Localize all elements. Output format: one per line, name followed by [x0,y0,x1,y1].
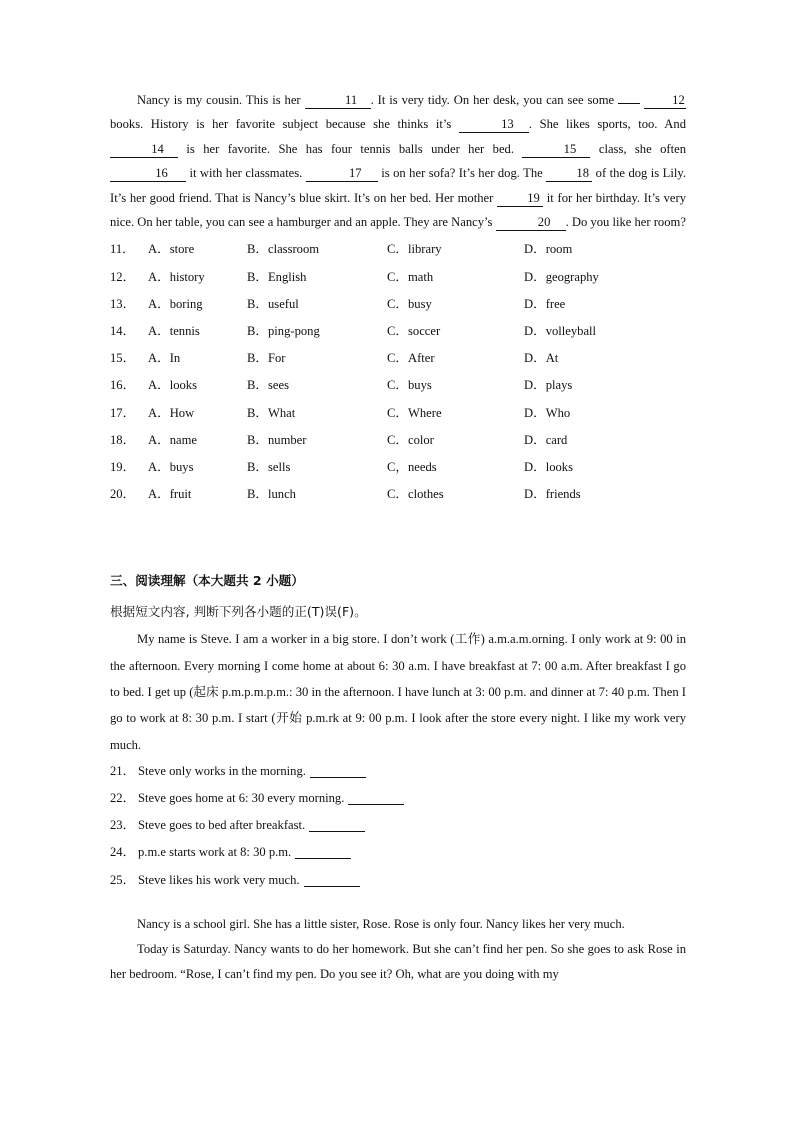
cloze-text: class, she often [598,141,686,156]
question-text: p.m.e starts work at 8: 30 p.m. [138,845,292,860]
option-row [110,264,686,291]
blank-12-lead [618,103,640,104]
question-text: Steve goes to bed after breakfast. [138,818,306,833]
option-c: C．After [387,351,435,366]
option-a: A．store [148,242,195,257]
option-d: D．At [524,351,559,366]
question-number: 21． [110,763,136,778]
blank-14: 14 [110,141,178,158]
question-number: 15． [110,351,136,366]
blank-15: 15 [522,141,590,158]
section-title: 三、阅读理解（本大题共 2 小题） [110,573,304,589]
answer-blank[interactable] [310,763,366,778]
question-number: 17． [110,405,136,420]
question-row [110,758,686,785]
cloze-text: it with her classmates. [189,166,303,181]
option-c: C．color [387,432,434,447]
reading-passage-1: My name is Steve. I am a worker in a big store. I don’t work (工作) a.m.a.m.orning. I only work at 9: 00 in the afternoon. Every morning I come home at about 6: 30 a.m. I have breakfast at 7: 00 a.m. After breakfast I go to bed. I get up (起床 p.m.p.m.p.m.: 30 in the afternoon. I have lunch at 3: 00 p.m. and dinner at 7: 40 p.m. Then I go to work at 8: 30 p.m. I start (开始 p.m.rk at 9: 00 p.m. I look after the store every night. I like my work very much. [110,632,686,752]
option-a: A．How [148,405,195,420]
question-number: 22． [110,790,136,805]
option-c: C．library [387,242,442,257]
cloze-text: it for her birthday. It’s very nice. On her table, you can see a hamburger and an apple. They are Nancy’s [110,190,687,230]
option-c: C．soccer [387,324,441,338]
cloze-text: of the dog is Lily. It’s her good friend. That is Nancy’s blue skirt. It’s on her bed. Her mother [110,166,686,205]
option-b: B．sells [247,459,291,474]
option-b: B．useful [247,296,299,311]
option-d: D．looks [524,459,573,474]
option-b: B．lunch [247,487,296,502]
option-row [110,400,686,427]
option-row [110,454,686,481]
option-b: B．For [247,351,286,366]
option-a: A．fruit [148,487,192,502]
true-false-questions [110,758,686,894]
option-d: D．volleyball [524,324,597,338]
option-c: C．math [387,269,434,284]
question-number: 24． [110,845,136,860]
reading-passage-2-line-2: Today is Saturday. Nancy wants to do her homework. But she can’t find her pen. So she goes to ask Rose in her bedroom. “Rose, I can’t find my pen. Do you see it? Oh, what are you doing with my [110,941,686,981]
option-row [110,236,686,263]
blank-16: 16 [110,165,186,182]
spacer [110,894,686,912]
option-d: D．card [524,432,568,447]
option-a: A．name [148,432,197,447]
option-a: A．tennis [148,324,200,338]
options-list [110,236,686,508]
question-number: 19． [110,459,136,474]
cloze-text: . She likes sports, too. And [528,117,686,132]
question-row [110,839,686,866]
option-c: C．busy [387,296,432,311]
option-b: B．ping-pong [247,324,320,338]
question-number: 11． [110,242,135,257]
section-instruction: 根据短文内容, 判断下列各小题的正(T)误(F)。 [110,604,367,620]
answer-blank[interactable] [309,817,365,832]
cloze-text: . It is very tidy. On her desk, you can see some [370,93,615,107]
question-row [110,785,686,812]
option-b: B．number [247,432,307,447]
blank-13: 13 [459,116,529,133]
question-number: 14． [110,324,136,338]
blank-18: 18 [546,165,592,182]
option-d: D．Who [524,405,571,420]
question-number: 18． [110,432,136,447]
option-d: D．plays [524,378,573,393]
option-c: C．buys [387,378,432,393]
cloze-text: Nancy is my cousin. This is her [137,93,301,107]
answer-blank[interactable] [295,844,351,859]
option-row [110,481,686,508]
blank-19: 19 [497,190,543,207]
option-a: A．looks [148,378,197,393]
blank-17: 17 [306,165,378,182]
question-text: Steve likes his work very much. [138,872,300,887]
option-d: D．free [524,296,566,311]
option-c: C，needs [387,459,437,474]
reading-passage-2-line-1: Nancy is a school girl. She has a little sister, Rose. Rose is only four. Nancy likes her very much. [137,916,625,931]
option-a: A．In [148,351,181,366]
option-row [110,318,686,345]
option-b: B．What [247,405,296,420]
option-c: C．Where [387,405,442,420]
blank-12: 12 [644,92,686,109]
answer-blank[interactable] [304,872,360,887]
option-b: B．classroom [247,242,320,257]
question-text: Steve goes home at 6: 30 every morning. [138,790,345,805]
question-row [110,812,686,839]
blank-11: 11 [305,92,371,109]
cloze-passage [110,88,686,234]
question-number: 12． [110,269,136,284]
cloze-text: is on her sofa? It’s her dog. The [381,166,543,181]
option-d: D．geography [524,269,599,284]
exam-page [110,88,686,987]
question-row [110,867,686,894]
blank-20: 20 [496,214,566,231]
question-number: 23． [110,818,136,833]
question-number: 16． [110,378,136,393]
question-number: 20． [110,487,136,502]
question-number: 25． [110,872,136,887]
option-row [110,427,686,454]
option-row [110,372,686,399]
option-b: B．sees [247,378,289,393]
cloze-text: . Do you like her room? [565,215,686,230]
option-b: B．English [247,269,307,284]
option-d: D．room [524,242,573,257]
question-number: 13． [110,296,136,311]
cloze-text: is her favorite. She has four tennis balls under her bed. [186,141,515,156]
option-c: C．clothes [387,487,444,502]
option-d: D．friends [524,487,581,502]
option-row [110,291,686,318]
option-a: A．buys [148,459,194,474]
option-a: A．boring [148,296,203,311]
option-row [110,345,686,372]
cloze-text: books. History is her favorite subject because she thinks it’s [110,117,452,132]
option-a: A．history [148,269,205,284]
answer-blank[interactable] [348,790,404,805]
question-text: Steve only works in the morning. [138,763,306,778]
